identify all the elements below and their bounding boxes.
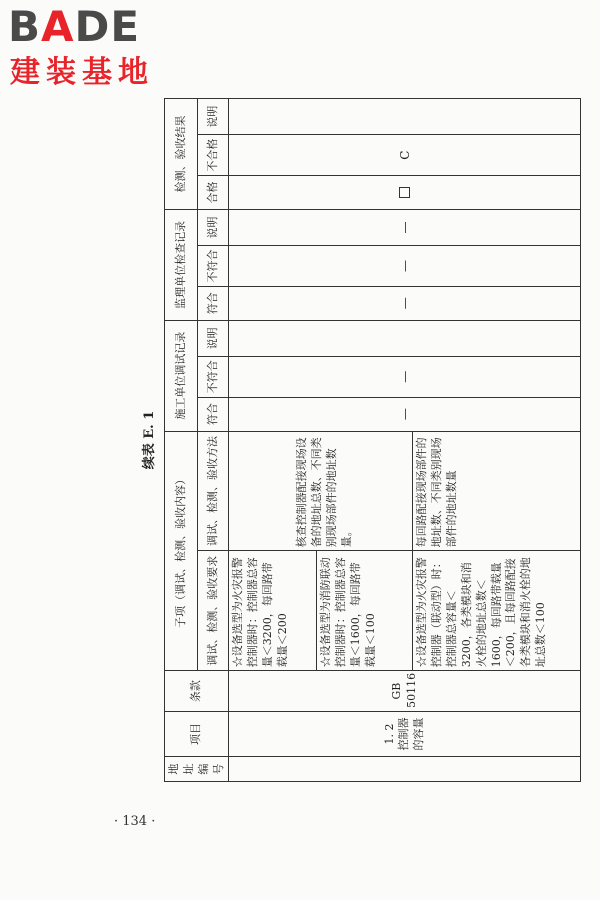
method-text: 核查控制器配接现场设备的地址总数、不同类别现场部件的地址数量。 xyxy=(295,437,353,548)
header-construction-comply: 符合 xyxy=(198,397,229,431)
method-cell: 每回路配接现场部件的地址数、不同类别现场部件的地址数量 xyxy=(413,431,581,551)
header-requirement: 调试、检测、验收要求 xyxy=(198,551,229,671)
table-row xyxy=(229,99,317,782)
header-supervision-not-comply: 不符合 xyxy=(198,246,229,287)
item-number: 1. 2 xyxy=(383,723,397,745)
requirement-cell: ☆设备选型为火灾报警控制器（联动型）时：控制器总容量＜3200，各类模块和消火栓的地址总数＜1600，每回路带载量＜200，且每回路配接各类模块和消火栓的地址总数＜100 xyxy=(413,551,581,671)
logo-chinese-name: 建装基地 xyxy=(10,55,154,90)
page-number: · 134 · xyxy=(114,814,156,829)
header-construction-note: 说明 xyxy=(198,320,229,356)
address-no-cell xyxy=(229,757,581,782)
header-supervision-record: 监理单位检查记录 xyxy=(165,209,198,320)
result-pass-cell xyxy=(229,176,581,210)
clause-cell: GB 50116 xyxy=(229,671,581,712)
supervision-comply-cell xyxy=(229,286,581,320)
result-note-cell xyxy=(229,99,581,135)
construction-comply-cell xyxy=(229,397,581,431)
construction-note-cell xyxy=(229,320,581,356)
item-cell xyxy=(229,711,581,756)
header-result: 检测、验收结果 xyxy=(165,99,198,210)
result-fail-cell: C xyxy=(229,135,581,176)
checkbox-icon xyxy=(399,187,410,198)
item-name: 控制器的容量 xyxy=(397,717,425,751)
header-row-1 xyxy=(165,99,198,782)
header-sub-item: 子项（调试、检测、验收内容） xyxy=(165,431,198,671)
supervision-note-cell xyxy=(229,209,581,245)
brand-logo xyxy=(8,4,178,94)
method-cell xyxy=(229,431,413,551)
header-supervision-note: 说明 xyxy=(198,209,229,245)
header-method: 调试、检测、验收方法 xyxy=(198,431,229,551)
inspection-table xyxy=(164,98,581,782)
supervision-not-comply-cell xyxy=(229,246,581,287)
requirement-cell: ☆设备选型为消防联动控制器时：控制器总容量＜1600，每回路带载量＜100 xyxy=(317,551,413,671)
construction-not-comply-cell xyxy=(229,356,581,397)
header-construction-not-comply: 不符合 xyxy=(198,356,229,397)
header-clause: 条款 xyxy=(165,671,229,712)
rotated-table-page xyxy=(134,98,566,782)
header-address-no: 地址编号 xyxy=(165,757,229,782)
dash-mark: — xyxy=(397,297,412,310)
header-item: 项目 xyxy=(165,711,229,756)
dash-mark: — xyxy=(397,259,412,272)
header-result-pass: 合格 xyxy=(198,176,229,210)
header-construction-record: 施工单位调试记录 xyxy=(165,320,198,431)
dash-mark: — xyxy=(397,370,412,383)
dash-mark: — xyxy=(397,408,412,421)
table-title: 续表 E. 1 xyxy=(142,410,157,470)
dash-mark: — xyxy=(397,221,412,234)
logo-wordmark: BADE xyxy=(8,2,141,51)
header-supervision-comply: 符合 xyxy=(198,286,229,320)
header-result-fail: 不合格 xyxy=(198,135,229,176)
header-result-note: 说明 xyxy=(198,99,229,135)
requirement-cell: ☆设备选型为火灾报警控制器时：控制器总容量＜3200，每回路带载量＜200 xyxy=(229,551,317,671)
